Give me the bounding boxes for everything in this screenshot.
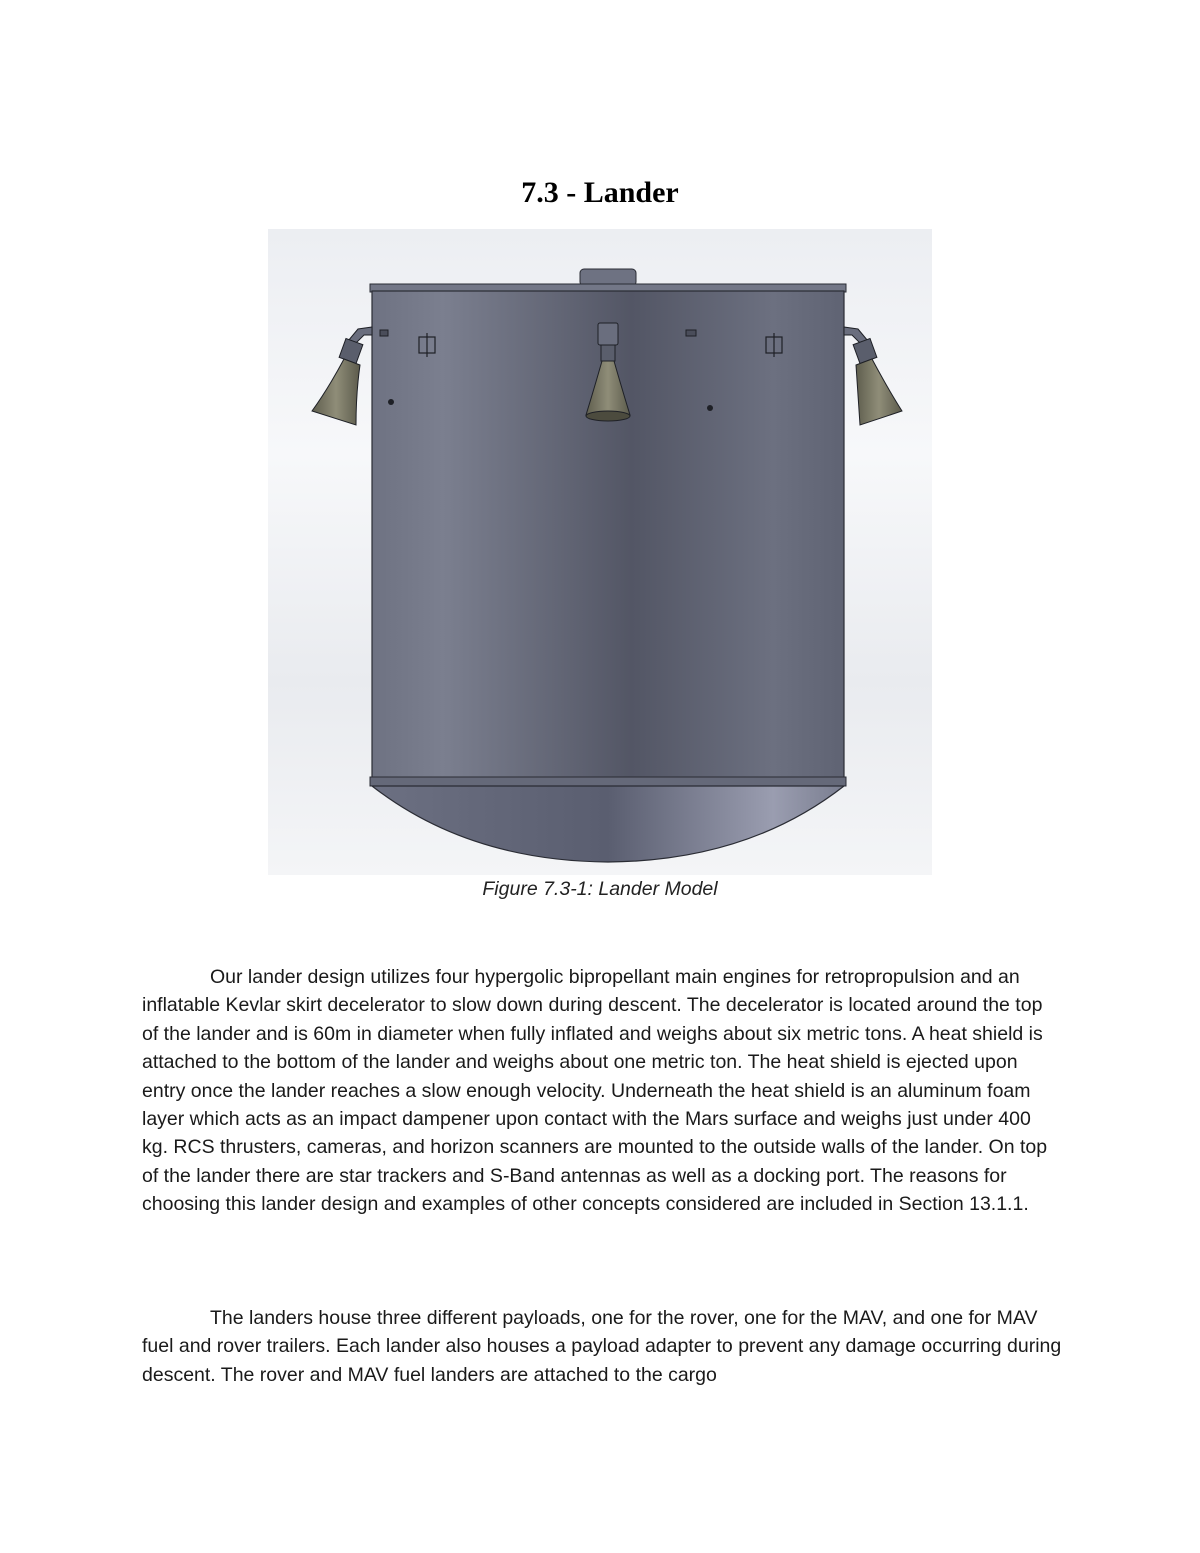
paragraph-text: The landers house three different payloads, one for the rover, one for the MAV, and one for MAV fuel and rover trailers. Each lander also houses a payload adapter to prevent any damage occurring during descent. The rover and MAV fuel landers are attached to the cargo — [142, 1307, 1062, 1386]
rcs-thruster-right — [686, 330, 696, 336]
lander-model-image — [268, 229, 932, 875]
center-engine-mount — [598, 323, 618, 345]
section-heading: 7.3 - Lander — [521, 176, 679, 209]
lander-bottom-band — [370, 777, 846, 786]
horizon-scanner-left — [388, 399, 394, 405]
paragraph-text: Our lander design utilizes four hypergolic bipropellant main engines for retropropulsion and an inflatable Kevlar skirt decelerator to slow down during descent. The decelerator is located around the top of the lander and is 60m in diameter when fully inflated and weighs about six metric tons. A heat shield is attached to the bottom of the lander and weighs about one metric ton. The heat shield is ejected upon entry once the lander reaches a slow enough velocity. Underneath the heat shield is an aluminum foam layer which acts as an impact dampener upon contact with the Mars surface and weighs just under 400 kg. RCS thrusters, cameras, and horizon scanners are mounted to the outside walls of the lander. On top of the lander there are star trackers and S-Band antennas as well as a docking port. The reasons for choosing this lander design and examples of other concepts considered are included in Section 13.1.1. — [142, 966, 1048, 1216]
rcs-thruster-left — [380, 330, 388, 336]
lander-model-figure — [268, 229, 932, 875]
body-paragraph — [142, 963, 1062, 1219]
figure-caption: Figure 7.3-1: Lander Model — [482, 878, 718, 900]
horizon-scanner-right — [707, 405, 713, 411]
body-paragraph — [142, 1304, 1062, 1389]
docking-port — [580, 269, 636, 286]
